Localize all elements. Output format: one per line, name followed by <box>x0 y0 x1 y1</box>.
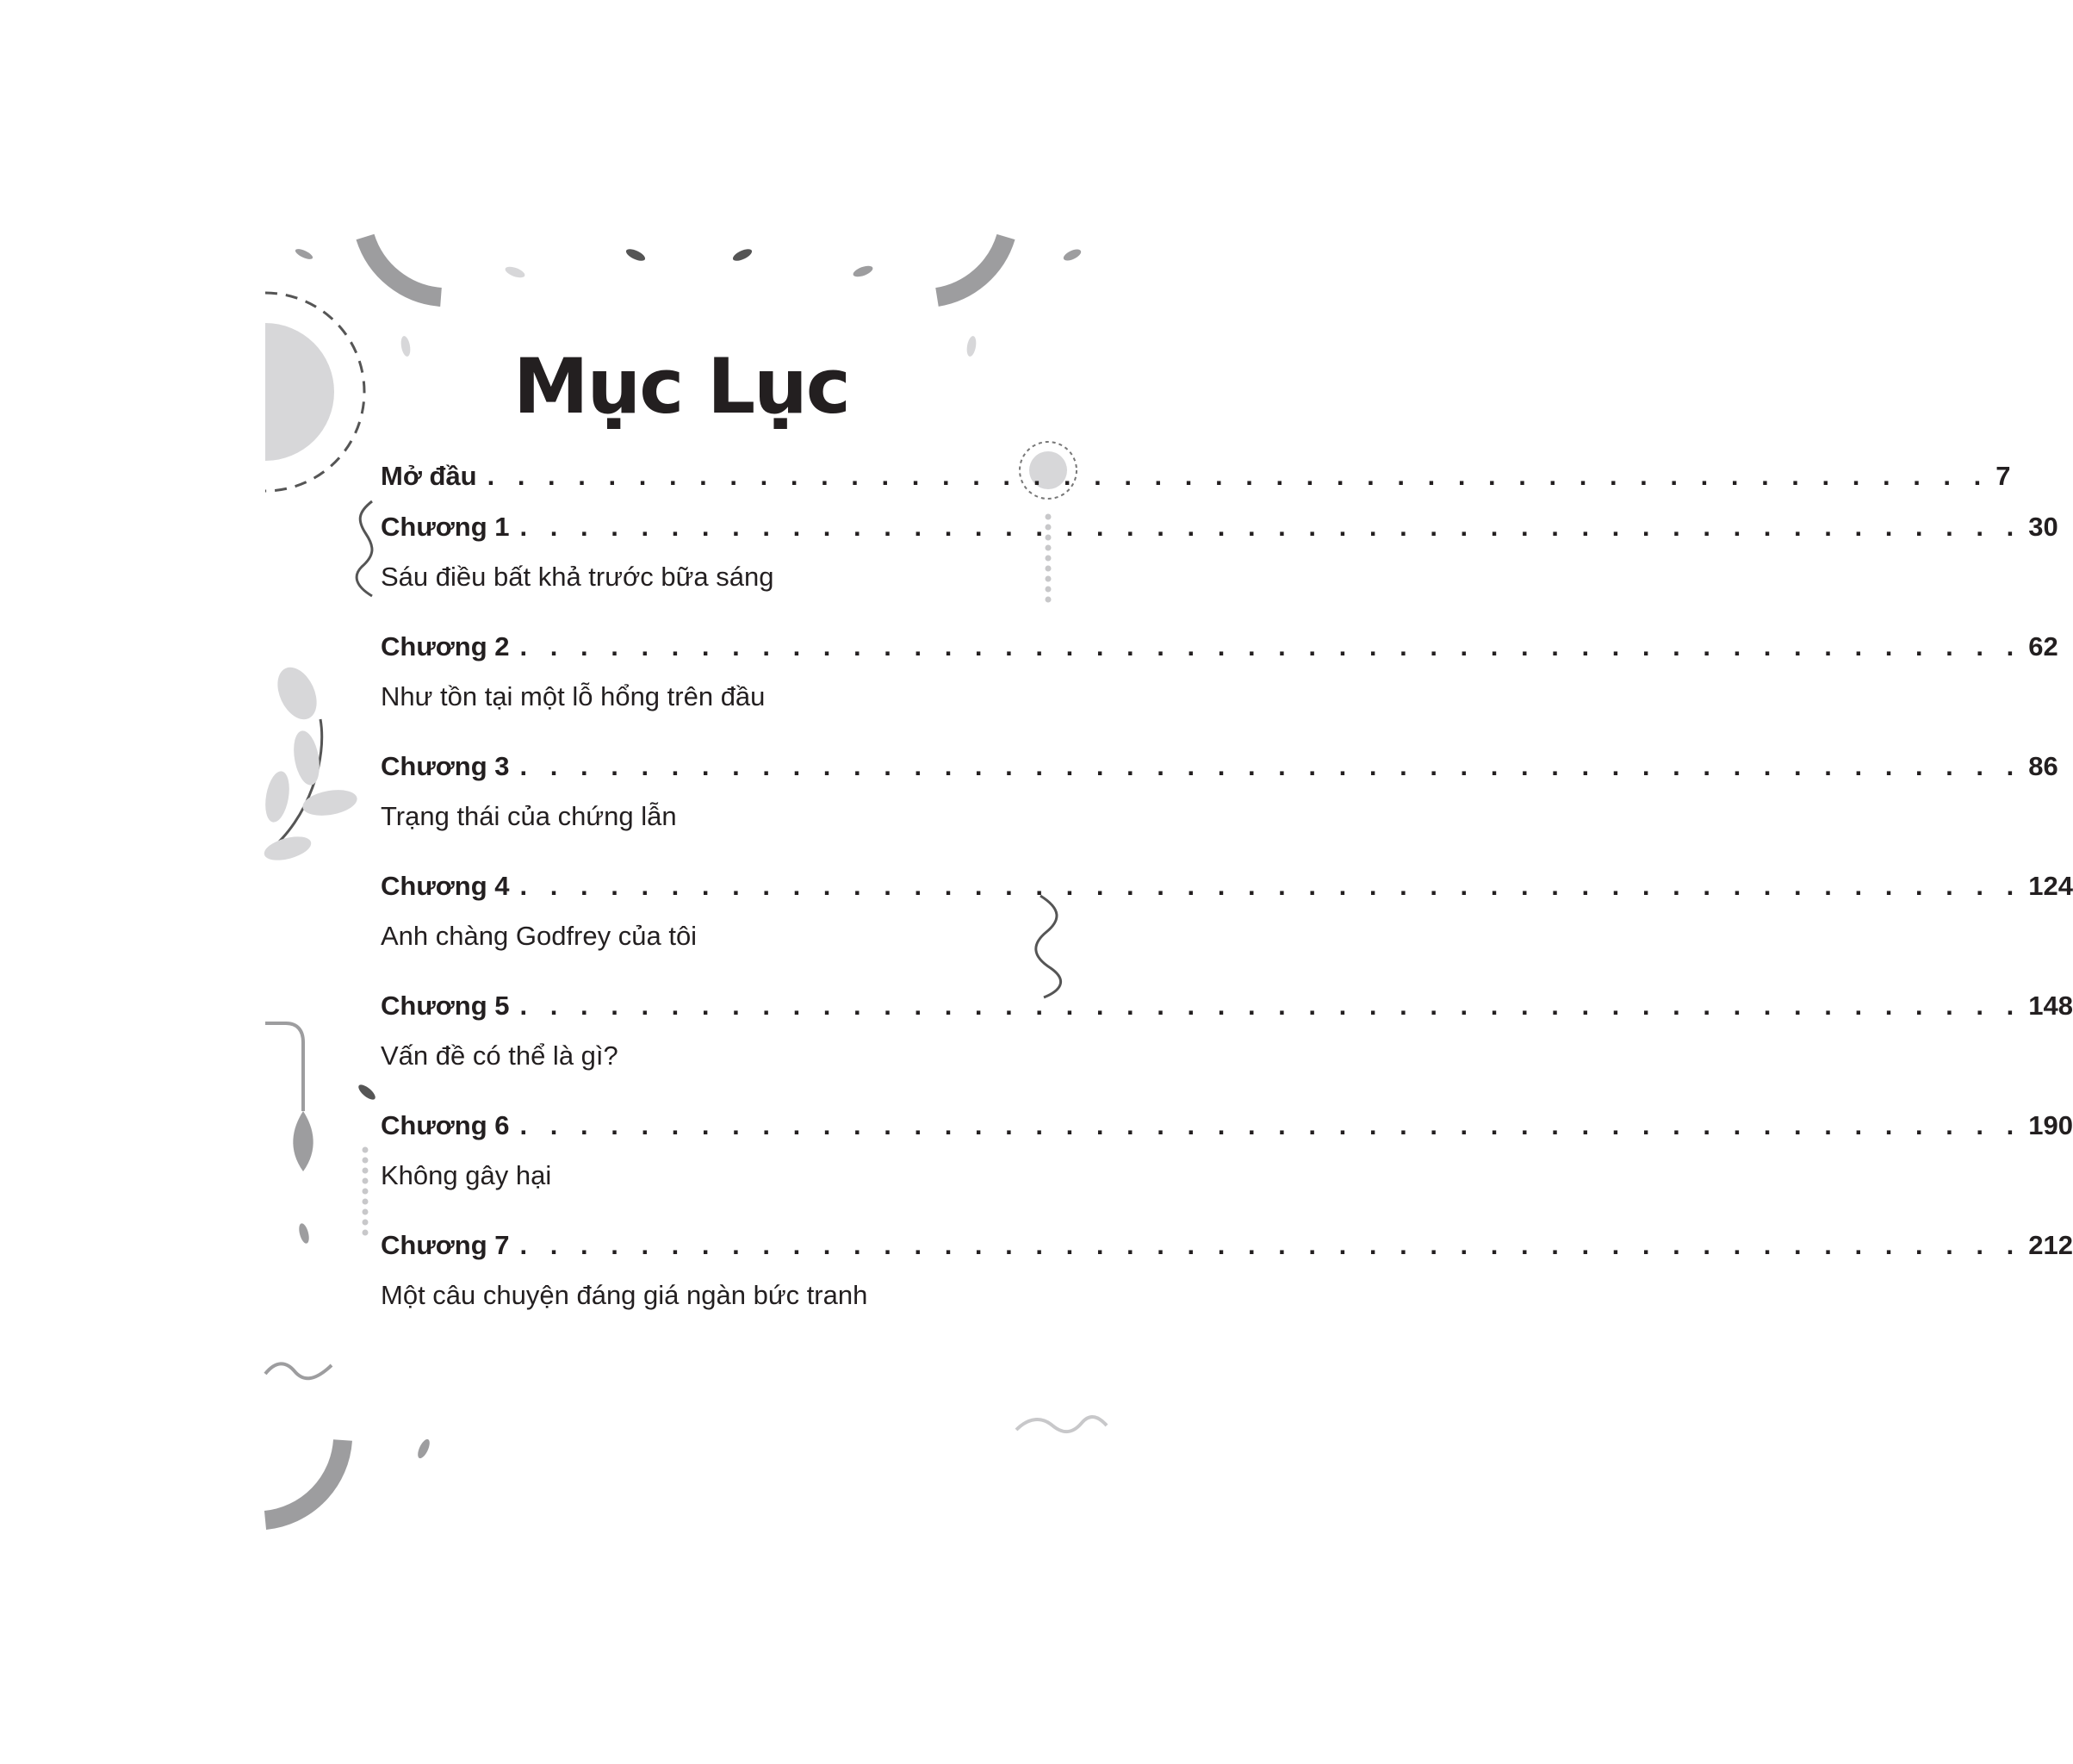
leaf-icon <box>624 246 647 263</box>
toc-entry-intro <box>381 461 2011 495</box>
toc-entry-page: 190 <box>2028 1110 2073 1140</box>
toc-entry-label: Chương 1 <box>381 512 510 542</box>
toc-entry-label: Chương 6 <box>381 1110 510 1140</box>
toc-entry-page: 148 <box>2028 991 2073 1021</box>
leaf-icon <box>852 264 874 279</box>
dot-leader: . . . . . . . . . . . . . . . . . . . . . . . . . . . . . . . . . . . . . . . . . . . . . . . . . . <box>519 1230 2022 1260</box>
toc-entry-chapter-4 <box>381 871 2073 952</box>
leaf-icon <box>301 786 359 820</box>
leaf-icon <box>504 264 526 280</box>
arc-top-left-icon <box>365 237 441 297</box>
toc-entry-subtitle: Vấn đề có thể là gì? <box>381 1040 618 1071</box>
toc-entry-subtitle: Không gây hại <box>381 1160 552 1190</box>
toc-entry-chapter-1 <box>381 512 2058 593</box>
dot-leader: . . . . . . . . . . . . . . . . . . . . . . . . . . . . . . . . . . . . . . . . . . . . . . . . . . <box>519 751 2022 781</box>
toc-entry-subtitle: Một câu chuyện đáng giá ngàn bức tranh <box>381 1280 868 1310</box>
toc-entry-page: 62 <box>2028 631 2058 662</box>
toc-entry-page: 124 <box>2028 871 2073 901</box>
wave-vertical-icon <box>1036 896 1061 997</box>
dot-leader: . . . . . . . . . . . . . . . . . . . . . . . . . . . . . . . . . . . . . . . . . . . . . . . . . . <box>519 1110 2022 1140</box>
squiggle-icon <box>357 501 372 596</box>
leaf-icon <box>262 832 313 865</box>
toc-entry-label: Mở đầu <box>381 461 477 491</box>
dot-leader: . . . . . . . . . . . . . . . . . . . . . . . . . . . . . . . . . . . . . . . . . . . . . . . . . . <box>519 871 2022 901</box>
leaf-icon <box>357 1082 378 1102</box>
dot-leader: . . . . . . . . . . . . . . . . . . . . . . . . . . . . . . . . . . . . . . . . . . . . . . . . . . <box>519 991 2022 1021</box>
leaf-icon <box>294 247 313 262</box>
arc-bottom-left-icon <box>265 1440 343 1520</box>
toc-entry-chapter-7 <box>381 1230 2073 1311</box>
leaf-icon <box>297 1222 311 1245</box>
toc-entry-page: 30 <box>2028 512 2058 542</box>
toc-entry-subtitle: Trạng thái của chứng lẫn <box>381 801 677 831</box>
dot-leader: . . . . . . . . . . . . . . . . . . . . . . . . . . . . . . . . . . . . . . . . . . . . . . . . . . <box>487 461 1989 491</box>
toc-entry-subtitle: Anh chàng Godfrey của tôi <box>381 921 698 951</box>
hook-icon <box>265 1023 303 1111</box>
toc-entry-chapter-6 <box>381 1110 2073 1191</box>
dot-leader: . . . . . . . . . . . . . . . . . . . . . . . . . . . . . . . . . . . . . . . . . . . . . . . . . . <box>519 631 2022 662</box>
toc-entry-chapter-2 <box>381 631 2058 712</box>
leaf-icon <box>290 729 324 787</box>
toc-entry-chapter-3 <box>381 751 2058 832</box>
leaf-icon <box>270 662 324 726</box>
toc-entry-label: Chương 7 <box>381 1230 510 1260</box>
toc-entry-page: 86 <box>2028 751 2058 781</box>
toc-entry-page: 212 <box>2028 1230 2073 1260</box>
dot-leader: . . . . . . . . . . . . . . . . . . . . . . . . . . . . . . . . . . . . . . . . . . . . . . . . . . <box>519 512 2022 542</box>
drop-icon <box>293 1111 313 1171</box>
toc-entry-label: Chương 4 <box>381 871 510 901</box>
page-title: Mục Lục <box>513 342 849 431</box>
leaf-icon <box>731 246 754 263</box>
arc-top-right-icon <box>937 237 1006 297</box>
toc-entry-page: 7 <box>1995 461 2011 491</box>
wave-horizontal-icon <box>1016 1417 1107 1432</box>
toc-entry-label: Chương 5 <box>381 991 510 1021</box>
toc-entry-label: Chương 3 <box>381 751 510 781</box>
leaf-icon <box>1062 247 1083 263</box>
leaf-icon <box>415 1438 431 1460</box>
toc-entry-chapter-5 <box>381 991 2073 1071</box>
toc-entry-subtitle: Sáu điều bất khả trước bữa sáng <box>381 562 774 592</box>
toc-entry-subtitle: Như tồn tại một lỗ hổng trên đầu <box>381 681 766 711</box>
leaf-icon <box>262 769 293 824</box>
wave-horizontal-icon <box>265 1363 332 1378</box>
toc-entry-label: Chương 2 <box>381 631 510 662</box>
